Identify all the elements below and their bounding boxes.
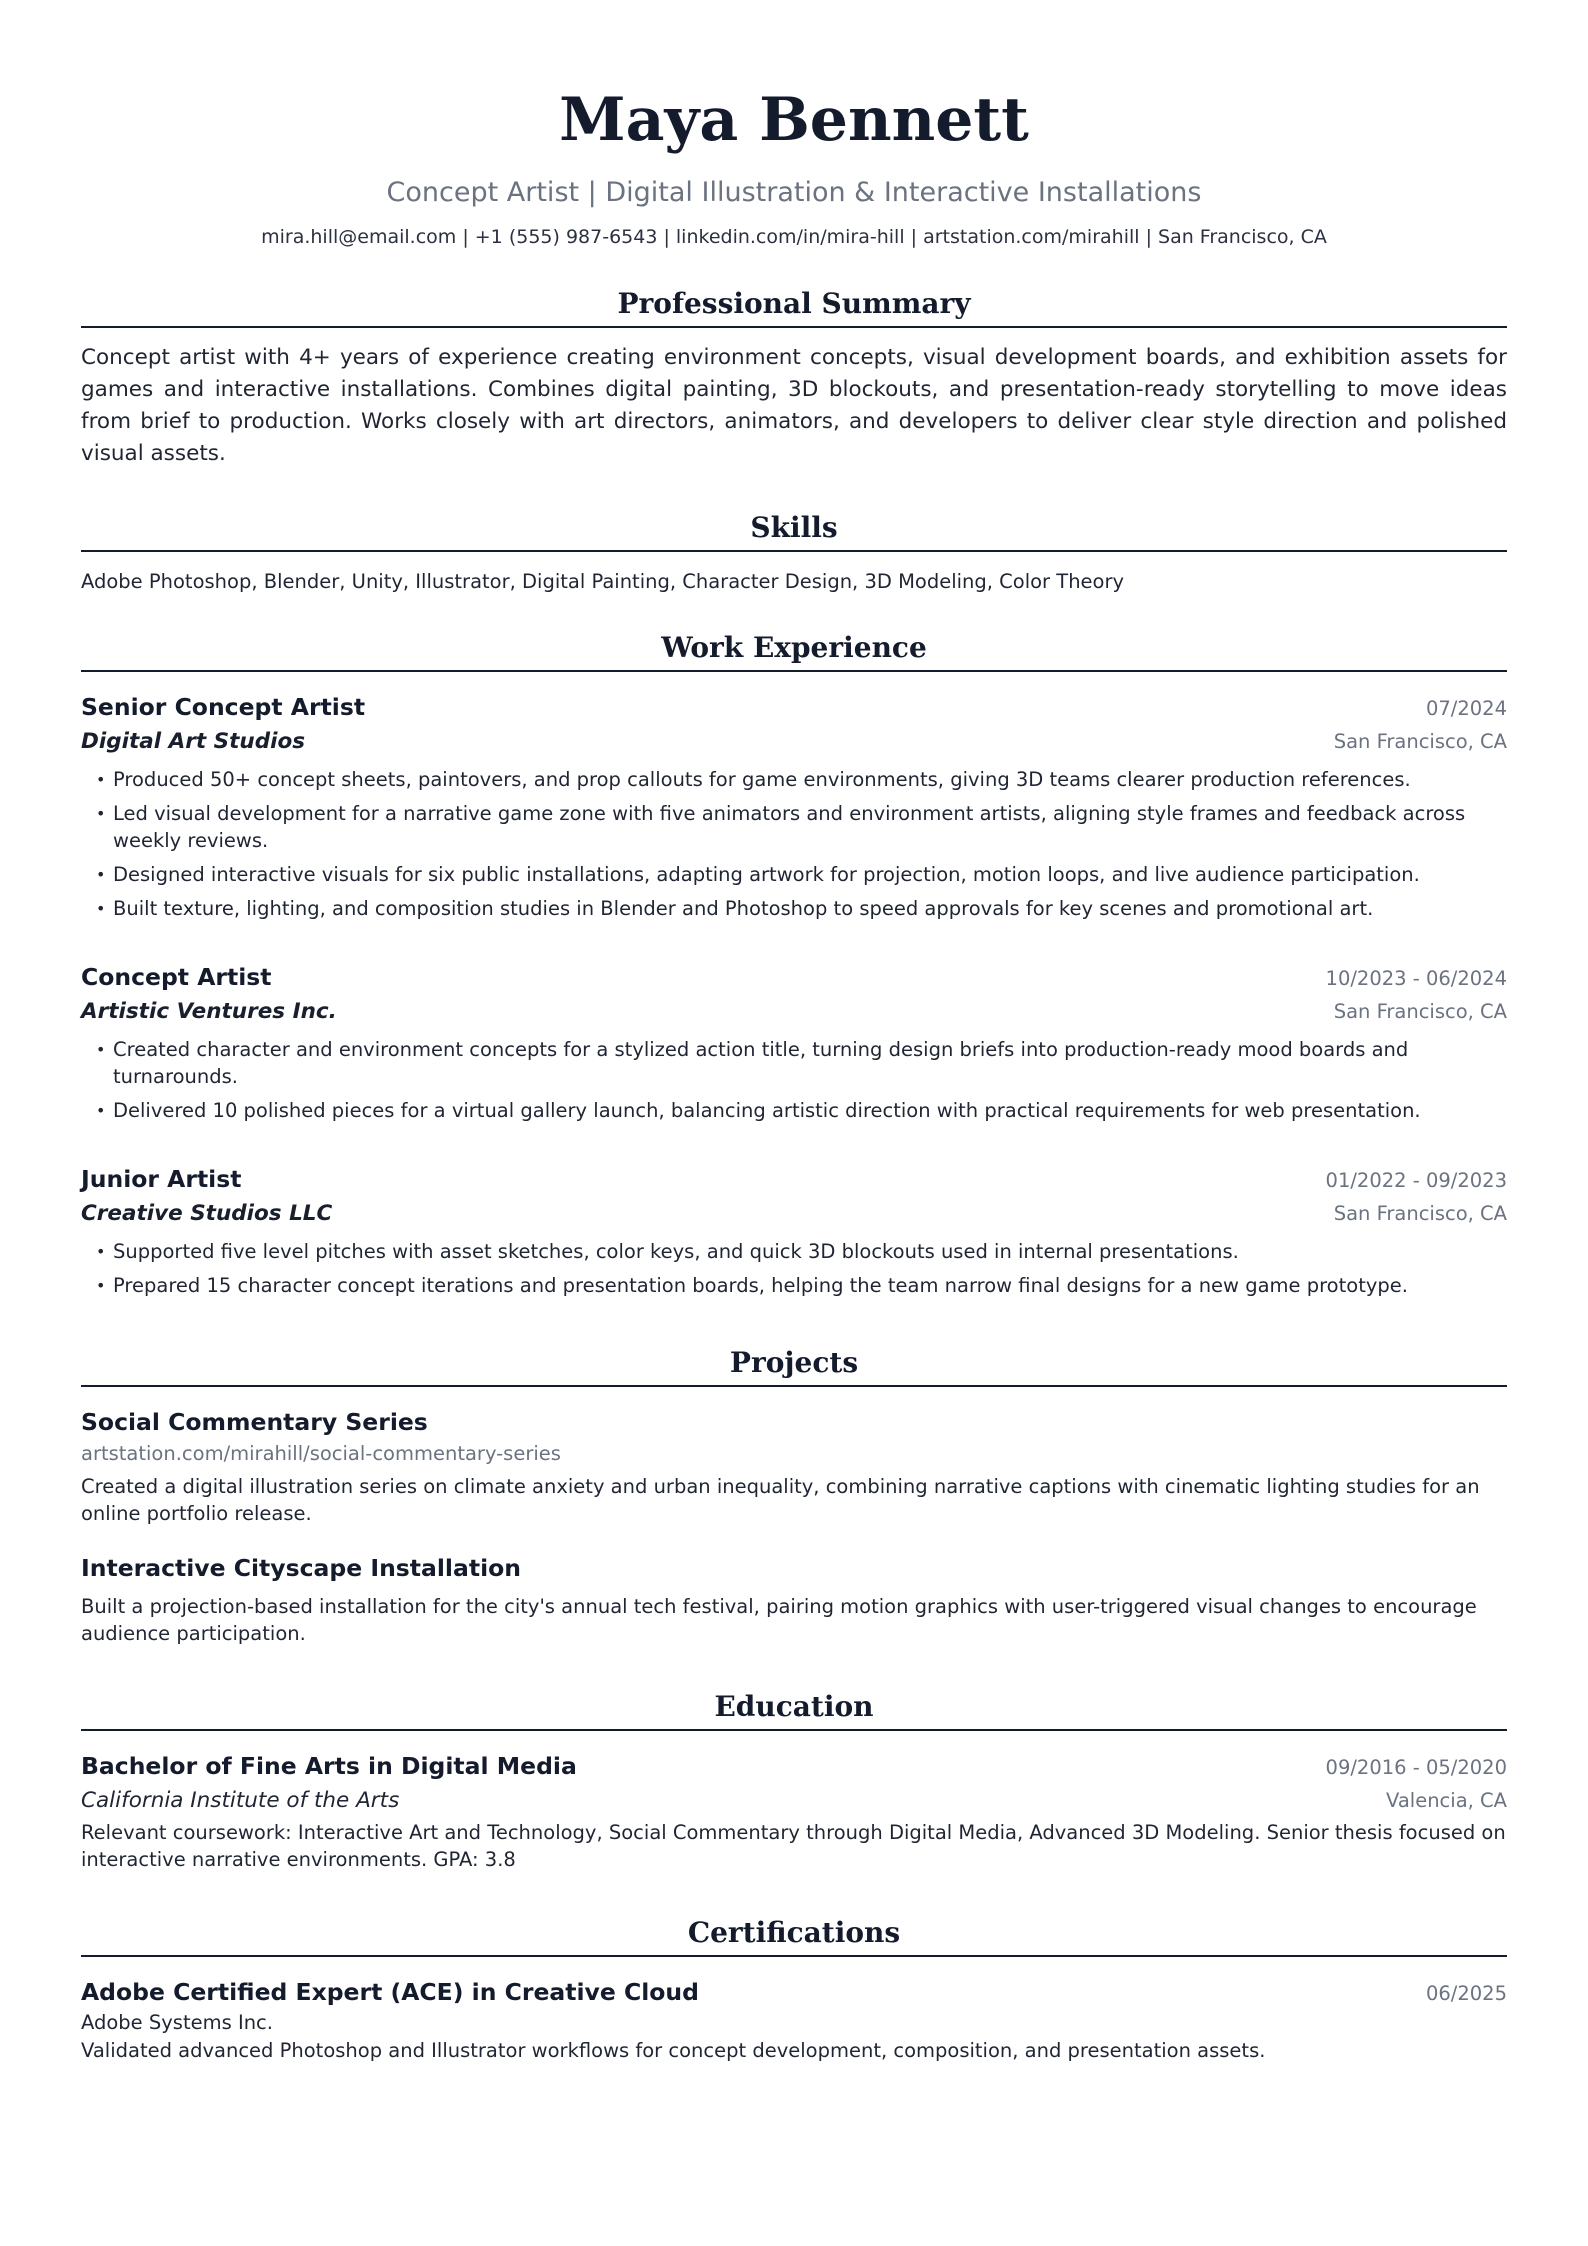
job-bullet: • Produced 50+ concept sheets, paintovers, and prop callouts for game environments, giving 3D teams clearer production references. <box>113 766 1507 793</box>
section-heading: Projects <box>81 1345 1507 1387</box>
school-name: California Institute of the Arts <box>81 1788 400 1813</box>
job-company: Digital Art Studios <box>81 729 306 754</box>
job-bullet: • Led visual development for a narrative game zone with five animators and environment artists, aligning style frames and feedback across weekly reviews. <box>113 800 1507 854</box>
job-date: 10/2023 - 06/2024 <box>1325 967 1507 990</box>
job-bullets <box>81 1238 1507 1299</box>
project-entry <box>81 1551 1507 1647</box>
job-bullets <box>81 766 1507 922</box>
candidate-title: Concept Artist | Digital Illustration & Interactive Installations <box>386 177 1202 208</box>
job-bullet: • Delivered 10 polished pieces for a virtual gallery launch, balancing artistic direction with practical requirements for web presentation. <box>113 1097 1507 1124</box>
job-location: San Francisco, CA <box>1333 1202 1507 1225</box>
section-heading: Skills <box>81 510 1507 552</box>
certification-entry <box>81 1975 1507 2065</box>
job-company: Creative Studios LLC <box>81 1201 333 1226</box>
job-date: 07/2024 <box>1425 697 1507 720</box>
section-heading: Professional Summary <box>81 286 1507 328</box>
job-entry <box>81 960 1507 1124</box>
education-date: 09/2016 - 05/2020 <box>1325 1756 1507 1779</box>
project-description: Built a projection-based installation for the city's annual tech festival, pairing motion graphics with user-triggered visual changes to encourage audience participation. <box>81 1595 1477 1645</box>
job-location: San Francisco, CA <box>1333 730 1507 753</box>
certification-description: Validated advanced Photoshop and Illustrator workflows for concept development, composition, and presentation assets. <box>81 2039 1266 2062</box>
project-link[interactable]: artstation.com/mirahill/social-commentary-series <box>81 1442 561 1465</box>
contact-line: mira.hill@email.com | +1 (555) 987-6543 | linkedin.com/in/mira-hill | artstation.com/mirahill | San Francisco, CA <box>261 226 1327 248</box>
skills-list: Adobe Photoshop, Blender, Unity, Illustrator, Digital Painting, Character Design, 3D Modeling, Color Theory <box>81 570 1125 593</box>
job-role: Junior Artist <box>81 1165 242 1193</box>
skills-section <box>81 510 1507 596</box>
summary-section <box>81 286 1507 470</box>
job-bullet: • Created character and environment concepts for a stylized action title, turning design briefs into production-ready mood boards and turnarounds. <box>113 1036 1507 1090</box>
summary-text: Concept artist with 4+ years of experience creating environment concepts, visual development boards, and exhibition assets for games and interactive installations. Combines digital painting, 3D blockouts, and presentation-ready storytelling to move ideas from brief to production. Works closely with art directors, animators, and developers to deliver clear style direction and polished visual assets. <box>81 345 1507 466</box>
certification-date: 06/2025 <box>1425 1982 1507 2005</box>
section-heading: Education <box>81 1689 1507 1731</box>
job-company: Artistic Ventures Inc. <box>81 999 337 1024</box>
experience-section <box>81 630 1507 1299</box>
job-bullet: • Built texture, lighting, and composition studies in Blender and Photoshop to speed approvals for key scenes and promotional art. <box>113 895 1507 922</box>
project-name: Social Commentary Series <box>81 1408 428 1436</box>
degree-name: Bachelor of Fine Arts in Digital Media <box>81 1752 577 1780</box>
certifications-section <box>81 1915 1507 2065</box>
job-bullet: • Designed interactive visuals for six public installations, adapting artwork for projection, motion loops, and live audience participation. <box>113 861 1507 888</box>
job-location: San Francisco, CA <box>1333 1000 1507 1023</box>
education-section <box>81 1689 1507 1873</box>
job-bullet: • Prepared 15 character concept iterations and presentation boards, helping the team narrow final designs for a new game prototype. <box>113 1272 1507 1299</box>
job-bullets <box>81 1036 1507 1124</box>
projects-section <box>81 1345 1507 1647</box>
education-entry <box>81 1749 1507 1873</box>
project-entry <box>81 1405 1507 1527</box>
project-description: Created a digital illustration series on climate anxiety and urban inequality, combining narrative captions with cinematic lighting studies for an online portfolio release. <box>81 1475 1480 1525</box>
job-date: 01/2022 - 09/2023 <box>1325 1169 1507 1192</box>
certification-name: Adobe Certified Expert (ACE) in Creative Cloud <box>81 1978 699 2006</box>
section-heading: Certifications <box>81 1915 1507 1957</box>
section-heading: Work Experience <box>81 630 1507 672</box>
project-name: Interactive Cityscape Installation <box>81 1554 522 1582</box>
candidate-name: Maya Bennett <box>559 85 1029 155</box>
job-entry <box>81 690 1507 922</box>
job-role: Senior Concept Artist <box>81 693 366 721</box>
job-role: Concept Artist <box>81 963 272 991</box>
resume-header <box>81 0 1507 250</box>
school-location: Valencia, CA <box>1386 1789 1507 1812</box>
certification-issuer: Adobe Systems Inc. <box>81 2011 273 2034</box>
job-bullet: • Supported five level pitches with asset sketches, color keys, and quick 3D blockouts used in internal presentations. <box>113 1238 1507 1265</box>
job-entry <box>81 1162 1507 1299</box>
education-details: Relevant coursework: Interactive Art and Technology, Social Commentary through Digital Media, Advanced 3D Modeling. Senior thesis focused on interactive narrative environments. GPA: 3.8 <box>81 1821 1506 1871</box>
